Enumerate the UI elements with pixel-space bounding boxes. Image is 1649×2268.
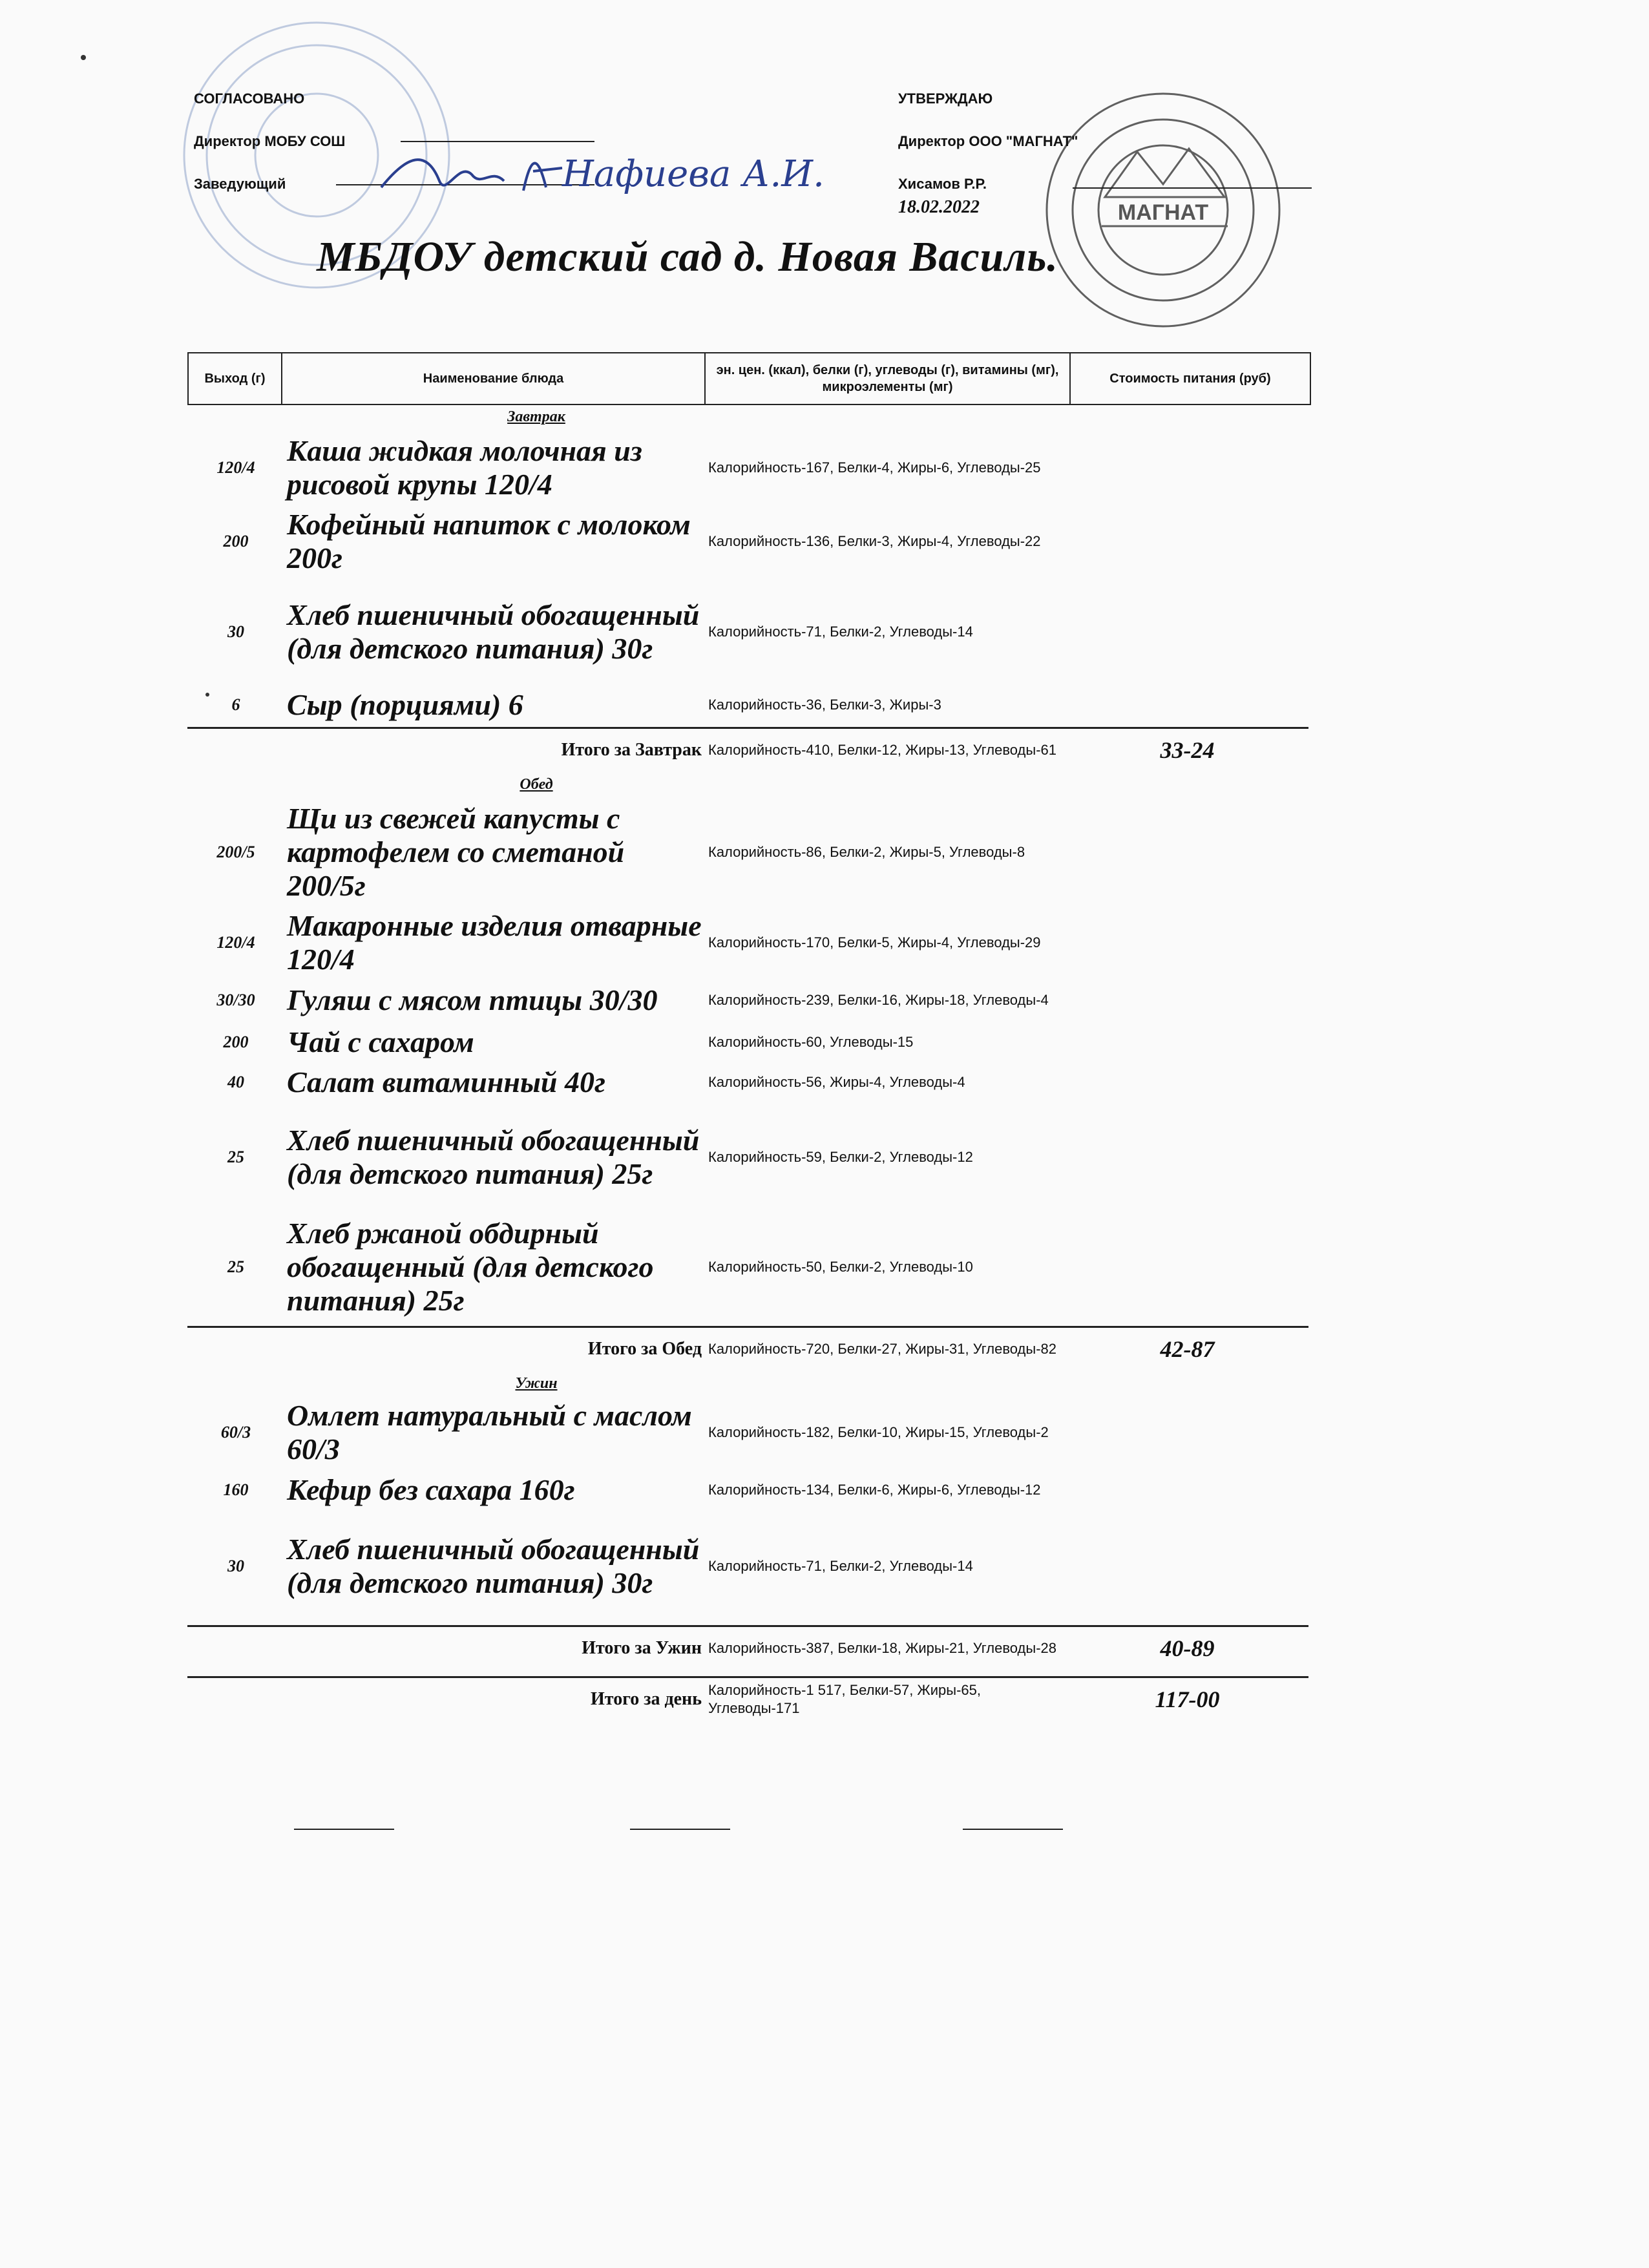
table-row — [187, 1469, 1308, 1511]
row-dish: Кофейный напиток с молоком 200г — [287, 508, 691, 574]
row-dish: Каша жидкая молочная из рисовой крупы 120/4 — [287, 434, 642, 501]
row-nutrition: Калорийность-134, Белки-6, Жиры-6, Углеводы-12 — [708, 1482, 1041, 1498]
row-dish: Сыр (порциями) 6 — [287, 688, 523, 721]
right-signature-line — [1073, 187, 1312, 189]
row-output: 30/30 — [216, 991, 255, 1009]
row-output: 200 — [223, 1033, 249, 1051]
table-row — [187, 1511, 1308, 1621]
row-output: 160 — [223, 1480, 249, 1499]
total-label: Итого за Обед — [587, 1339, 702, 1359]
total-label: Итого за Завтрак — [561, 740, 702, 760]
row-output: 30 — [227, 1557, 244, 1575]
table-row — [187, 1396, 1308, 1469]
row-dish: Гуляш с мясом птицы 30/30 — [287, 983, 658, 1016]
row-nutrition: Калорийность-170, Белки-5, Жиры-4, Углеводы-29 — [708, 934, 1041, 950]
company-director-label: Директор ООО "МАГНАТ" — [898, 133, 1078, 149]
total-nutrition: Калорийность-720, Белки-27, Жиры-31, Углеводы-82 — [708, 1341, 1056, 1357]
total-cost: 33-24 — [1160, 737, 1215, 763]
row-dish: Хлеб пшеничный обогащенный (для детского питания) 25г — [287, 1124, 700, 1190]
row-output: 30 — [227, 622, 244, 641]
total-row-day — [187, 1676, 1308, 1721]
row-dish: Чай с сахаром — [287, 1025, 474, 1058]
head-label: Заведующий — [194, 176, 286, 192]
row-nutrition: Калорийность-239, Белки-16, Жиры-18, Углеводы-4 — [708, 992, 1049, 1008]
table-row — [187, 978, 1308, 1022]
table-row — [187, 687, 1308, 723]
section-title-breakfast: Завтрак — [507, 408, 565, 425]
agreed-label: СОГЛАСОВАНО — [194, 90, 305, 107]
header-cost: Стоимость питания (руб) — [1109, 372, 1271, 386]
total-row-dinner — [187, 1625, 1308, 1670]
row-output: 25 — [227, 1148, 244, 1166]
table-row — [187, 577, 1308, 687]
approve-block — [898, 78, 1078, 218]
total-row-lunch — [187, 1326, 1308, 1370]
row-output: 120/4 — [216, 458, 255, 477]
row-nutrition: Калорийность-136, Белки-3, Жиры-4, Углеводы-22 — [708, 533, 1041, 549]
row-dish: Кефир без сахара 160г — [287, 1473, 575, 1506]
total-nutrition: Калорийность-410, Белки-12, Жиры-13, Углеводы-61 — [708, 742, 1056, 758]
svg-text:Нафиева А.И.: Нафиева А.И. — [562, 153, 824, 195]
approve-label: УТВЕРЖДАЮ — [898, 90, 993, 107]
row-nutrition: Калорийность-36, Белки-3, Жиры-3 — [708, 697, 941, 713]
row-output: 200 — [223, 532, 249, 551]
header-dish: Наименование блюда — [282, 353, 706, 404]
header-nutrition: эн. цен. (ккал), белки (г), углеводы (г), витамины (мг), микроэлементы (мг) — [706, 353, 1071, 404]
row-nutrition: Калорийность-50, Белки-2, Углеводы-10 — [708, 1259, 973, 1275]
row-nutrition: Калорийность-71, Белки-2, Углеводы-14 — [708, 624, 973, 640]
row-output: 200/5 — [216, 843, 255, 861]
scan-speck — [81, 55, 86, 60]
row-dish: Щи из свежей капусты с картофелем со сметаной 200/5г — [287, 802, 625, 902]
footer-line-1 — [294, 1829, 394, 1830]
page-title: МБДОУ детский сад д. Новая Василь. — [317, 233, 1058, 280]
table-row — [187, 1102, 1308, 1212]
footer-line-3 — [963, 1829, 1063, 1830]
total-label: Итого за Ужин — [582, 1638, 702, 1658]
row-output: 6 — [231, 695, 240, 714]
footer-line-2 — [630, 1829, 730, 1830]
school-director-label: Директор МОБУ СОШ — [194, 133, 346, 149]
row-nutrition: Калорийность-167, Белки-4, Жиры-6, Углеводы-25 — [708, 459, 1041, 476]
table-row — [187, 1212, 1308, 1322]
row-dish: Омлет натуральный с маслом 60/3 — [287, 1399, 692, 1465]
table-row — [187, 1022, 1308, 1062]
row-dish: Салат витаминный 40г — [287, 1066, 605, 1098]
agreed-block — [194, 78, 345, 205]
row-nutrition: Калорийность-56, Жиры-4, Углеводы-4 — [708, 1074, 965, 1090]
total-nutrition: Калорийность-387, Белки-18, Жиры-21, Углеводы-28 — [708, 1640, 1056, 1656]
header-output: Выход (г) — [189, 353, 282, 404]
row-nutrition: Калорийность-86, Белки-2, Жиры-5, Углеводы-8 — [708, 844, 1025, 860]
row-output: 60/3 — [220, 1423, 251, 1442]
row-dish: Хлеб пшеничный обогащенный (для детского питания) 30г — [287, 598, 700, 665]
scan-speck — [205, 693, 209, 697]
total-row-breakfast — [187, 727, 1308, 772]
row-nutrition: Калорийность-182, Белки-10, Жиры-15, Углеводы-2 — [708, 1424, 1049, 1440]
table-row — [187, 797, 1308, 907]
total-cost: 40-89 — [1160, 1635, 1215, 1661]
row-nutrition: Калорийность-71, Белки-2, Углеводы-14 — [708, 1558, 973, 1574]
section-title-dinner: Ужин — [515, 1375, 558, 1392]
row-nutrition: Калорийность-59, Белки-2, Углеводы-12 — [708, 1149, 973, 1165]
total-nutrition: Калорийность-1 517, Белки-57, Жиры-65, Углеводы-171 — [708, 1682, 981, 1716]
row-dish: Хлеб ржаной обдирный обогащенный (для детского питания) 25г — [287, 1217, 654, 1317]
section-title-lunch: Обед — [520, 776, 553, 793]
row-output: 40 — [227, 1073, 244, 1091]
handwritten-signature — [368, 136, 824, 207]
approval-date: 18.02.2022 — [898, 197, 980, 217]
director-name: Хисамов Р.Р. — [898, 176, 987, 192]
menu-table-body — [187, 404, 1308, 1721]
row-dish: Макаронные изделия отварные 120/4 — [287, 909, 702, 976]
table-row — [187, 907, 1308, 978]
menu-table-header — [187, 352, 1311, 405]
total-label: Итого за день — [591, 1689, 702, 1709]
total-cost: 117-00 — [1155, 1686, 1220, 1712]
row-output: 120/4 — [216, 933, 255, 952]
seal-company-name: МАГНАТ — [1117, 200, 1209, 225]
table-row — [187, 506, 1308, 577]
table-row — [187, 1062, 1308, 1102]
row-nutrition: Калорийность-60, Углеводы-15 — [708, 1034, 914, 1050]
table-row — [187, 430, 1308, 506]
total-cost: 42-87 — [1160, 1336, 1215, 1362]
row-dish: Хлеб пшеничный обогащенный (для детского питания) 30г — [287, 1533, 700, 1599]
row-output: 25 — [227, 1257, 244, 1276]
